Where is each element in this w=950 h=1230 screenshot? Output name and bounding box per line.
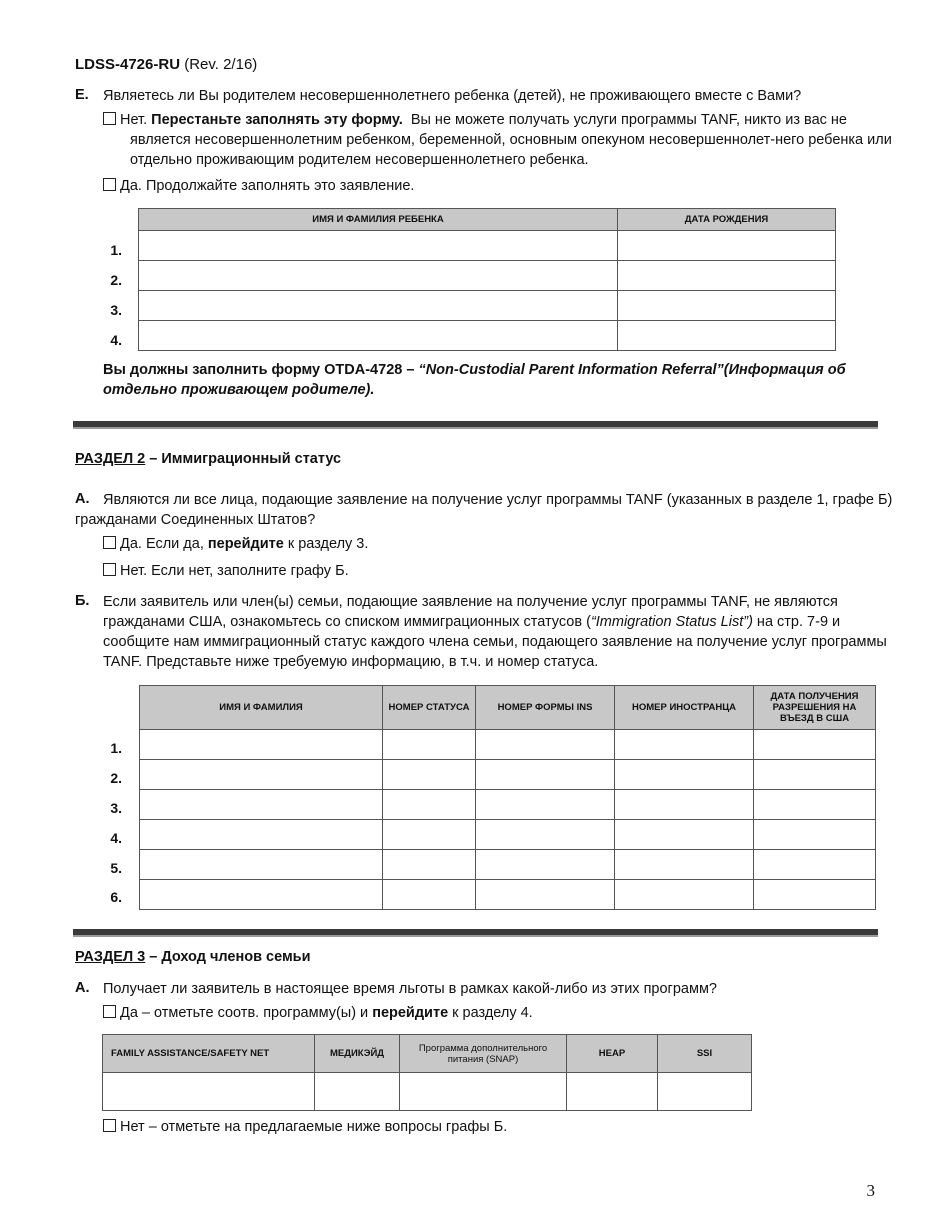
cell[interactable] — [615, 850, 754, 880]
row-number: 3. — [110, 800, 122, 816]
program-cell-snap[interactable] — [400, 1073, 567, 1111]
cell[interactable] — [383, 760, 476, 790]
option-2a-yes: Да. Если да, перейдите к разделу 3. — [103, 534, 368, 554]
child-dob-cell[interactable] — [618, 321, 836, 351]
row-number: 2. — [110, 770, 122, 786]
section3-title: РАЗДЕЛ 3 – Доход членов семьи — [75, 949, 311, 965]
program-cell-ssi[interactable] — [658, 1073, 752, 1111]
checkbox-e-yes[interactable] — [103, 178, 116, 191]
question-2a-line1: Являются ли все лица, подающие заявление на получение услуг программы TANF (указанных в разделе 1, графе Б) — [103, 492, 893, 508]
program-cell-medicaid[interactable] — [315, 1073, 400, 1111]
checkbox-3a-yes[interactable] — [103, 1005, 116, 1018]
cell[interactable] — [754, 820, 876, 850]
cell[interactable] — [383, 790, 476, 820]
referral-note-line2: отдельно проживающем родителе). — [103, 382, 375, 398]
checkbox-2a-no[interactable] — [103, 563, 116, 576]
child-name-cell[interactable] — [139, 261, 618, 291]
question-e-letter: E. — [75, 87, 89, 103]
cell[interactable] — [476, 760, 615, 790]
row-number: 5. — [110, 860, 122, 876]
header-child-name: ИМЯ И ФАМИЛИЯ РЕБЕНКА — [139, 209, 618, 231]
program-cell-family-assistance[interactable] — [103, 1073, 315, 1111]
cell[interactable] — [476, 850, 615, 880]
question-3a-letter: А. — [75, 980, 90, 996]
cell[interactable] — [140, 850, 383, 880]
cell[interactable] — [754, 790, 876, 820]
header-status-number: НОМЕР СТАТУСА — [383, 686, 476, 730]
cell[interactable] — [383, 820, 476, 850]
cell[interactable] — [615, 760, 754, 790]
header-full-name: ИМЯ И ФАМИЛИЯ — [140, 686, 383, 730]
cell[interactable] — [754, 880, 876, 910]
cell[interactable] — [140, 820, 383, 850]
section2-title: РАЗДЕЛ 2 – Иммиграционный статус — [75, 451, 342, 467]
header-medicaid: МЕДИКЭЙД — [315, 1035, 400, 1073]
cell[interactable] — [383, 730, 476, 760]
cell[interactable] — [383, 880, 476, 910]
row-number: 1. — [110, 242, 122, 258]
child-name-cell[interactable] — [139, 231, 618, 261]
header-snap: Программа дополнительного питания (SNAP) — [400, 1035, 567, 1073]
child-dob-cell[interactable] — [618, 261, 836, 291]
cell[interactable] — [615, 730, 754, 760]
cell[interactable] — [476, 790, 615, 820]
referral-note-line1: Вы должны заполнить форму OTDA-4728 – “Non-Custodial Parent Information Referral”(Информация об — [103, 362, 846, 378]
option-e-yes: Да. Продолжайте заполнять это заявление. — [103, 176, 414, 196]
question-2a-letter: А. — [75, 491, 90, 507]
header-heap: HEAP — [567, 1035, 658, 1073]
page-number: 3 — [866, 1181, 875, 1200]
cell[interactable] — [615, 880, 754, 910]
cell[interactable] — [754, 850, 876, 880]
cell[interactable] — [476, 880, 615, 910]
children-table — [138, 208, 836, 351]
question-e-text: Являетесь ли Вы родителем несовершеннолетнего ребенка (детей), не проживающего вместе с Вами? — [103, 88, 802, 104]
section-divider — [73, 421, 878, 429]
cell[interactable] — [140, 730, 383, 760]
cell[interactable] — [615, 790, 754, 820]
question-2b-line4: TANF. Представьте ниже требуемую информацию, в т.ч. и номер статуса. — [103, 654, 599, 670]
checkbox-2a-yes[interactable] — [103, 536, 116, 549]
option-e-no-line3: отдельно проживающим родителем несовершеннолетнего ребенка. — [130, 152, 589, 168]
program-cell-heap[interactable] — [567, 1073, 658, 1111]
row-number: 4. — [110, 332, 122, 348]
option-3a-yes: Да – отметьте соотв. программу(ы) и перейдите к разделу 4. — [103, 1003, 533, 1023]
option-2a-no: Нет. Если нет, заполните графу Б. — [103, 561, 349, 581]
question-2b-line3: сообщите нам иммиграционный статус каждого члена семьи, подающего заявление на получение услуг программы — [103, 634, 887, 650]
row-number: 3. — [110, 302, 122, 318]
row-number: 1. — [110, 740, 122, 756]
question-2a-line2: гражданами Соединенных Штатов? — [75, 512, 316, 528]
checkbox-e-no[interactable] — [103, 112, 116, 125]
option-3a-no: Нет – отметьте на предлагаемые ниже вопросы графы Б. — [103, 1117, 507, 1137]
cell[interactable] — [476, 730, 615, 760]
question-2b-line2: гражданами США, ознакомьтесь со списком иммиграционных статусов (“Immigration Status List”) на стр. 7-9 и — [103, 614, 841, 630]
header-ins-form-number: НОМЕР ФОРМЫ INS — [476, 686, 615, 730]
form-number: LDSS-4726-RU (Rev. 2/16) — [75, 56, 258, 73]
cell[interactable] — [140, 880, 383, 910]
row-number: 4. — [110, 830, 122, 846]
cell[interactable] — [476, 820, 615, 850]
question-2b-line1: Если заявитель или член(ы) семьи, подающие заявление на получение услуг программы TANF, не являются — [103, 594, 838, 610]
header-ssi: SSI — [658, 1035, 752, 1073]
cell[interactable] — [615, 820, 754, 850]
cell[interactable] — [754, 730, 876, 760]
row-number: 2. — [110, 272, 122, 288]
cell[interactable] — [140, 790, 383, 820]
header-entry-date: ДАТА ПОЛУЧЕНИЯ РАЗРЕШЕНИЯ НА ВЪЕЗД В США — [754, 686, 876, 730]
immigration-table — [139, 685, 876, 910]
question-2b-letter: Б. — [75, 593, 90, 609]
header-birth-date: ДАТА РОЖДЕНИЯ — [618, 209, 836, 231]
cell[interactable] — [140, 760, 383, 790]
header-alien-number: НОМЕР ИНОСТРАНЦА — [615, 686, 754, 730]
child-name-cell[interactable] — [139, 291, 618, 321]
question-3a-text: Получает ли заявитель в настоящее время льготы в рамках какой-либо из этих программ? — [103, 981, 717, 997]
row-number: 6. — [110, 889, 122, 905]
checkbox-3a-no[interactable] — [103, 1119, 116, 1132]
programs-table — [102, 1034, 752, 1111]
child-name-cell[interactable] — [139, 321, 618, 351]
option-e-no: Нет. Перестаньте заполнять эту форму. Вы не можете получать услуги программы TANF, никто из вас не — [103, 110, 847, 130]
child-dob-cell[interactable] — [618, 291, 836, 321]
section-divider — [73, 929, 878, 937]
child-dob-cell[interactable] — [618, 231, 836, 261]
option-e-no-line2: является несовершеннолетним ребенком, беременной, основным опекуном несовершеннолет-него ребенка или — [130, 132, 892, 148]
cell[interactable] — [754, 760, 876, 790]
cell[interactable] — [383, 850, 476, 880]
header-family-assistance: FAMILY ASSISTANCE/SAFETY NET — [103, 1035, 315, 1073]
